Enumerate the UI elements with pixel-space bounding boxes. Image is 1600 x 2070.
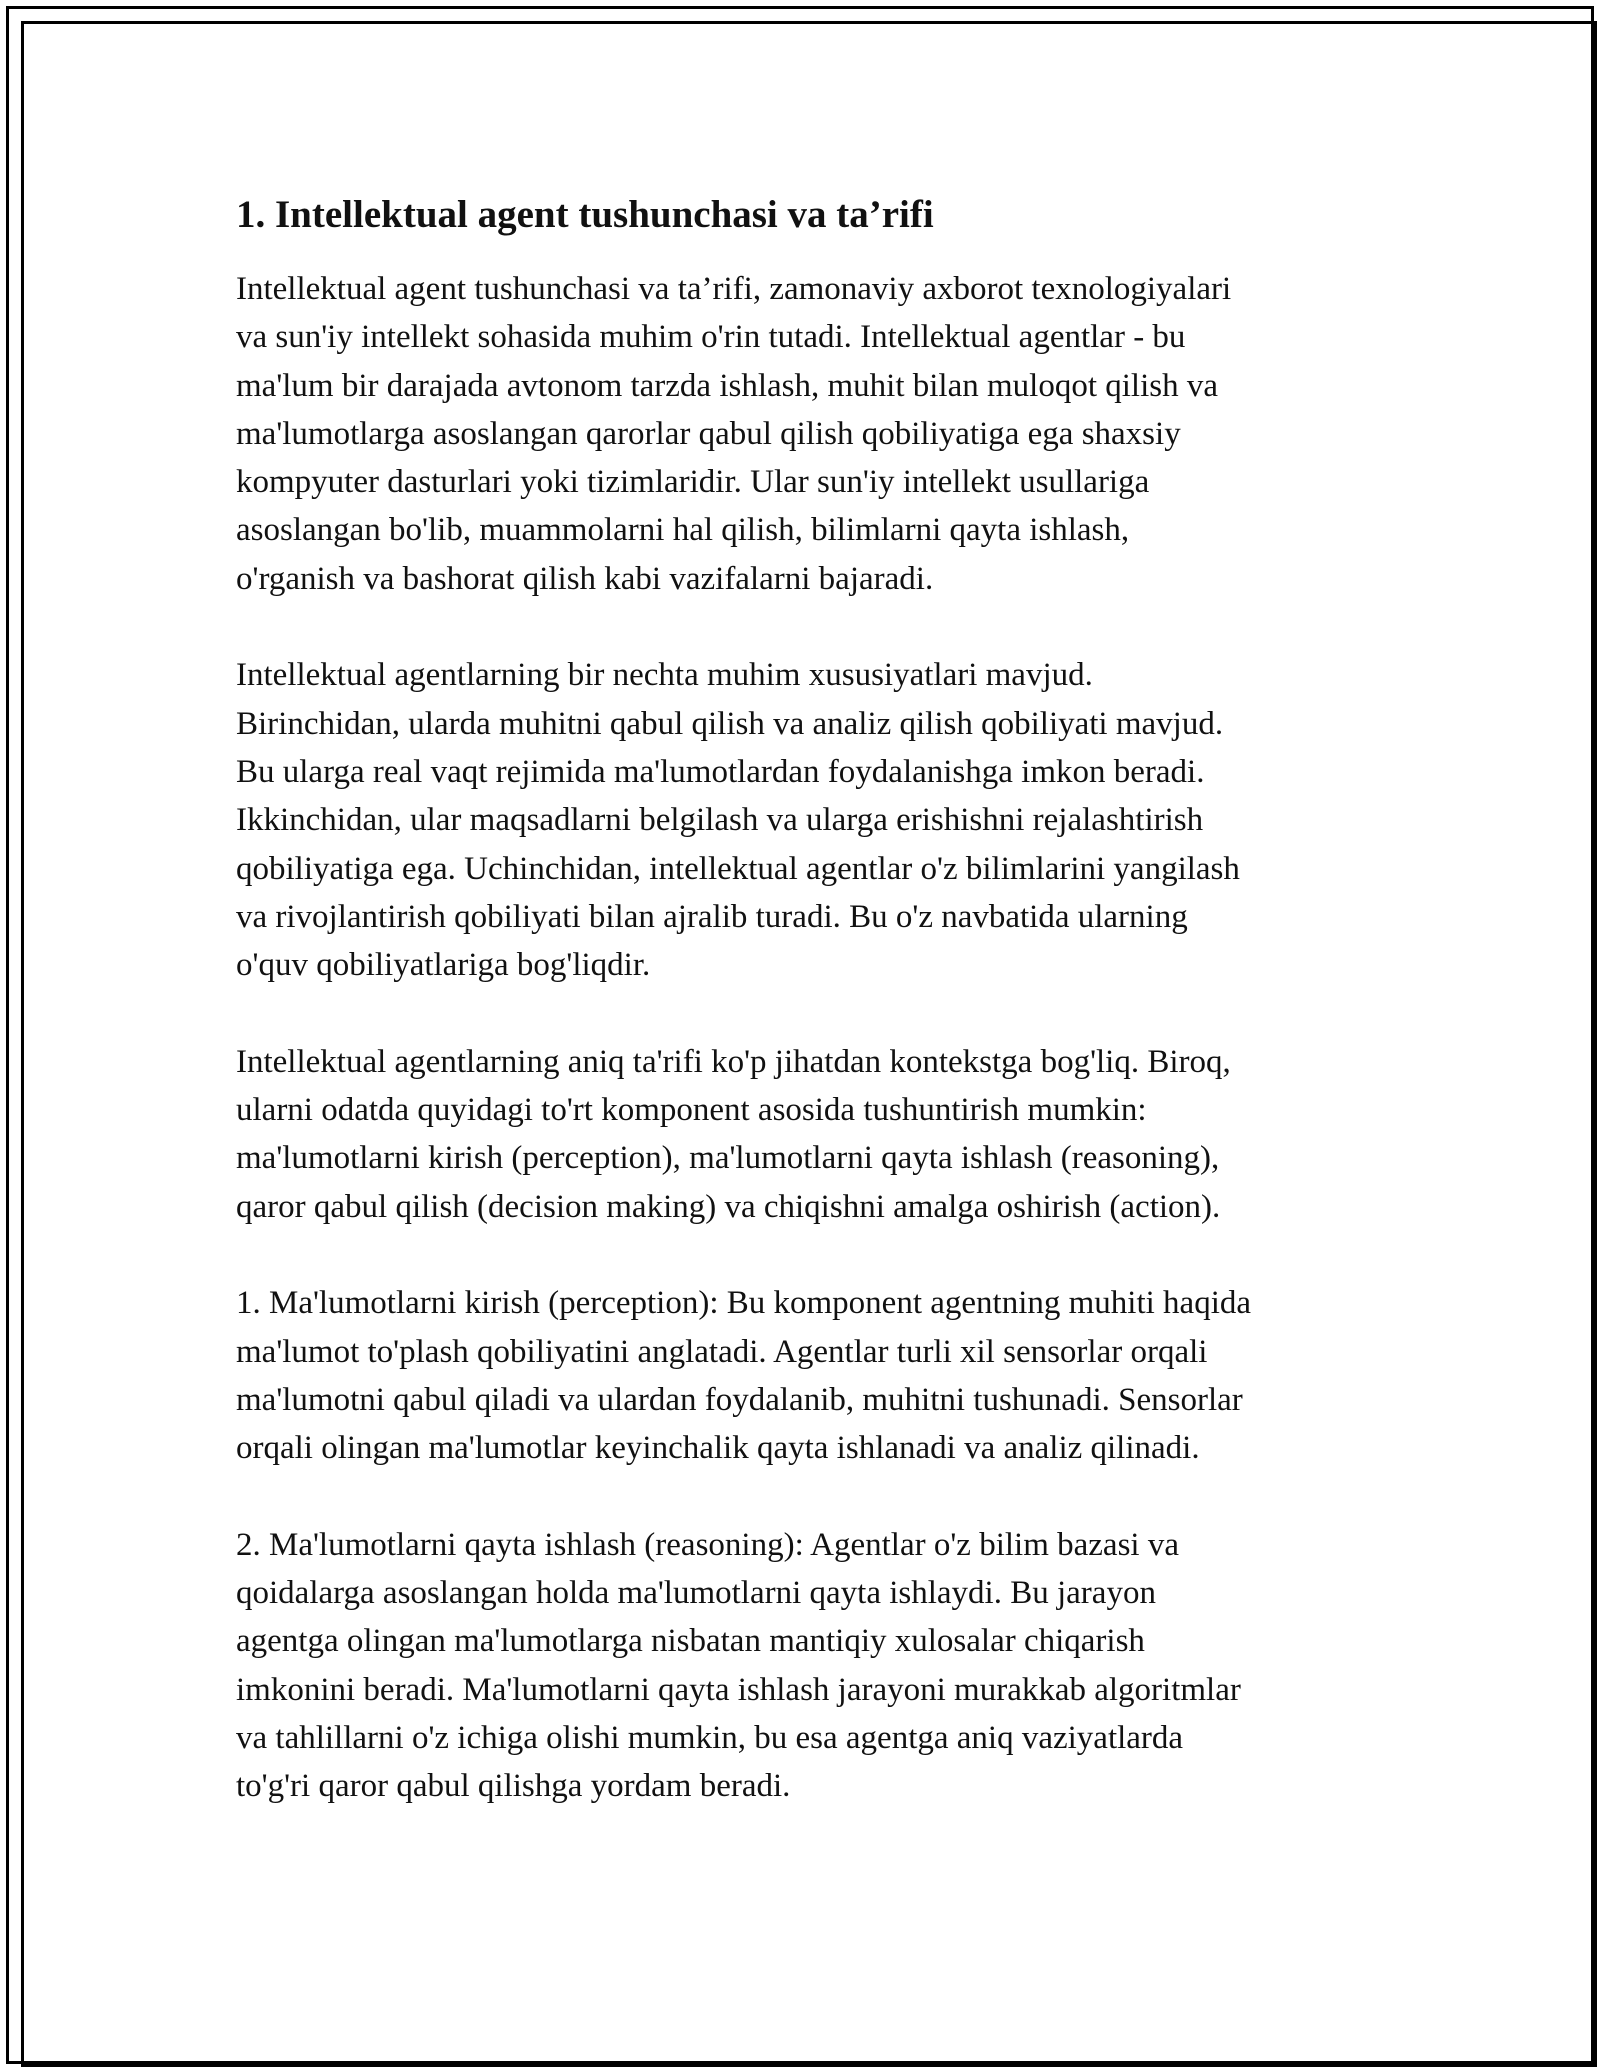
text-line: va sun'iy intellekt sohasida muhim o'rin tutadi. Intellektual agentlar - bu	[236, 319, 1186, 356]
paragraph-reasoning	[236, 1521, 1396, 1811]
text-line: ma'lumotni qabul qiladi va ulardan foydalanib, muhitni tushunadi. Sensorlar	[236, 1381, 1243, 1418]
text-line: ma'lumotlarga asoslangan qarorlar qabul qilish qobiliyatiga ega shaxsiy	[236, 415, 1181, 452]
text-line: ma'lumot to'plash qobiliyatini anglatadi. Agentlar turli xil sensorlar orqali	[236, 1333, 1208, 1370]
text-line: to'g'ri qaror qabul qilishga yordam beradi.	[236, 1768, 791, 1805]
text-line: imkonini beradi. Ma'lumotlarni qayta ishlash jarayoni murakkab algoritmlar	[236, 1671, 1241, 1708]
paragraph-definition	[236, 1038, 1396, 1231]
section-title: 1. Intellektual agent tushunchasi va ta’rifi	[236, 193, 934, 236]
text-line: ma'lum bir darajada avtonom tarzda ishlash, muhit bilan muloqot qilish va	[236, 367, 1218, 404]
text-line: qaror qabul qilish (decision making) va chiqishni amalga oshirish (action).	[236, 1188, 1221, 1225]
text-line: qobiliyatiga ega. Uchinchidan, intellektual agentlar o'z bilimlarini yangilash	[236, 850, 1240, 887]
text-line: ma'lumotlarni kirish (perception), ma'lumotlarni qayta ishlash (reasoning),	[236, 1140, 1220, 1177]
document-body	[236, 185, 1396, 1859]
text-line: agentga olingan ma'lumotlarga nisbatan mantiqiy xulosalar chiqarish	[236, 1623, 1145, 1660]
text-line: Intellektual agent tushunchasi va ta’rifi, zamonaviy axborot texnologiyalari	[236, 271, 1232, 307]
text-line: qoidalarga asoslangan holda ma'lumotlarni qayta ishlaydi. Bu jarayon	[236, 1575, 1156, 1612]
paragraph-features	[236, 651, 1396, 989]
paragraph-intro	[236, 265, 1396, 603]
text-line: o'rganish va bashorat qilish kabi vazifalarni bajaradi.	[236, 560, 934, 597]
text-line: va tahlillarni o'z ichiga olishi mumkin, bu esa agentga aniq vaziyatlarda	[236, 1719, 1184, 1756]
text-line: o'quv qobiliyatlariga bog'liqdir.	[236, 947, 651, 984]
text-line: Birinchidan, ularda muhitni qabul qilish va analiz qilish qobiliyati mavjud.	[236, 705, 1224, 742]
text-line: kompyuter dasturlari yoki tizimlaridir. Ular sun'iy intellekt usullariga	[236, 464, 1150, 501]
text-line: 2. Ma'lumotlarni qayta ishlash (reasoning): Agentlar o'z bilim bazasi va	[236, 1526, 1179, 1563]
text-line: ularni odatda quyidagi to'rt komponent asosida tushuntirish mumkin:	[236, 1092, 1147, 1129]
paragraph-perception	[236, 1279, 1396, 1472]
text-line: asoslangan bo'lib, muammolarni hal qilish, bilimlarni qayta ishlash,	[236, 512, 1130, 549]
text-line: Intellektual agentlarning aniq ta'rifi ko'p jihatdan kontekstga bog'liq. Biroq,	[236, 1043, 1231, 1080]
text-line: 1. Ma'lumotlarni kirish (perception): Bu komponent agentning muhiti haqida	[236, 1285, 1252, 1322]
text-line: Ikkinchidan, ular maqsadlarni belgilash va ularga erishishni rejalashtirish	[236, 802, 1204, 839]
text-line: orqali olingan ma'lumotlar keyinchalik qayta ishlanadi va analiz qilinadi.	[236, 1430, 1200, 1467]
text-line: Intellektual agentlarning bir nechta muhim xususiyatlari mavjud.	[236, 657, 1093, 694]
text-line: Bu ularga real vaqt rejimida ma'lumotlardan foydalanishga imkon beradi.	[236, 753, 1205, 790]
text-line: va rivojlantirish qobiliyati bilan ajralib turadi. Bu o'z navbatida ularning	[236, 898, 1188, 935]
